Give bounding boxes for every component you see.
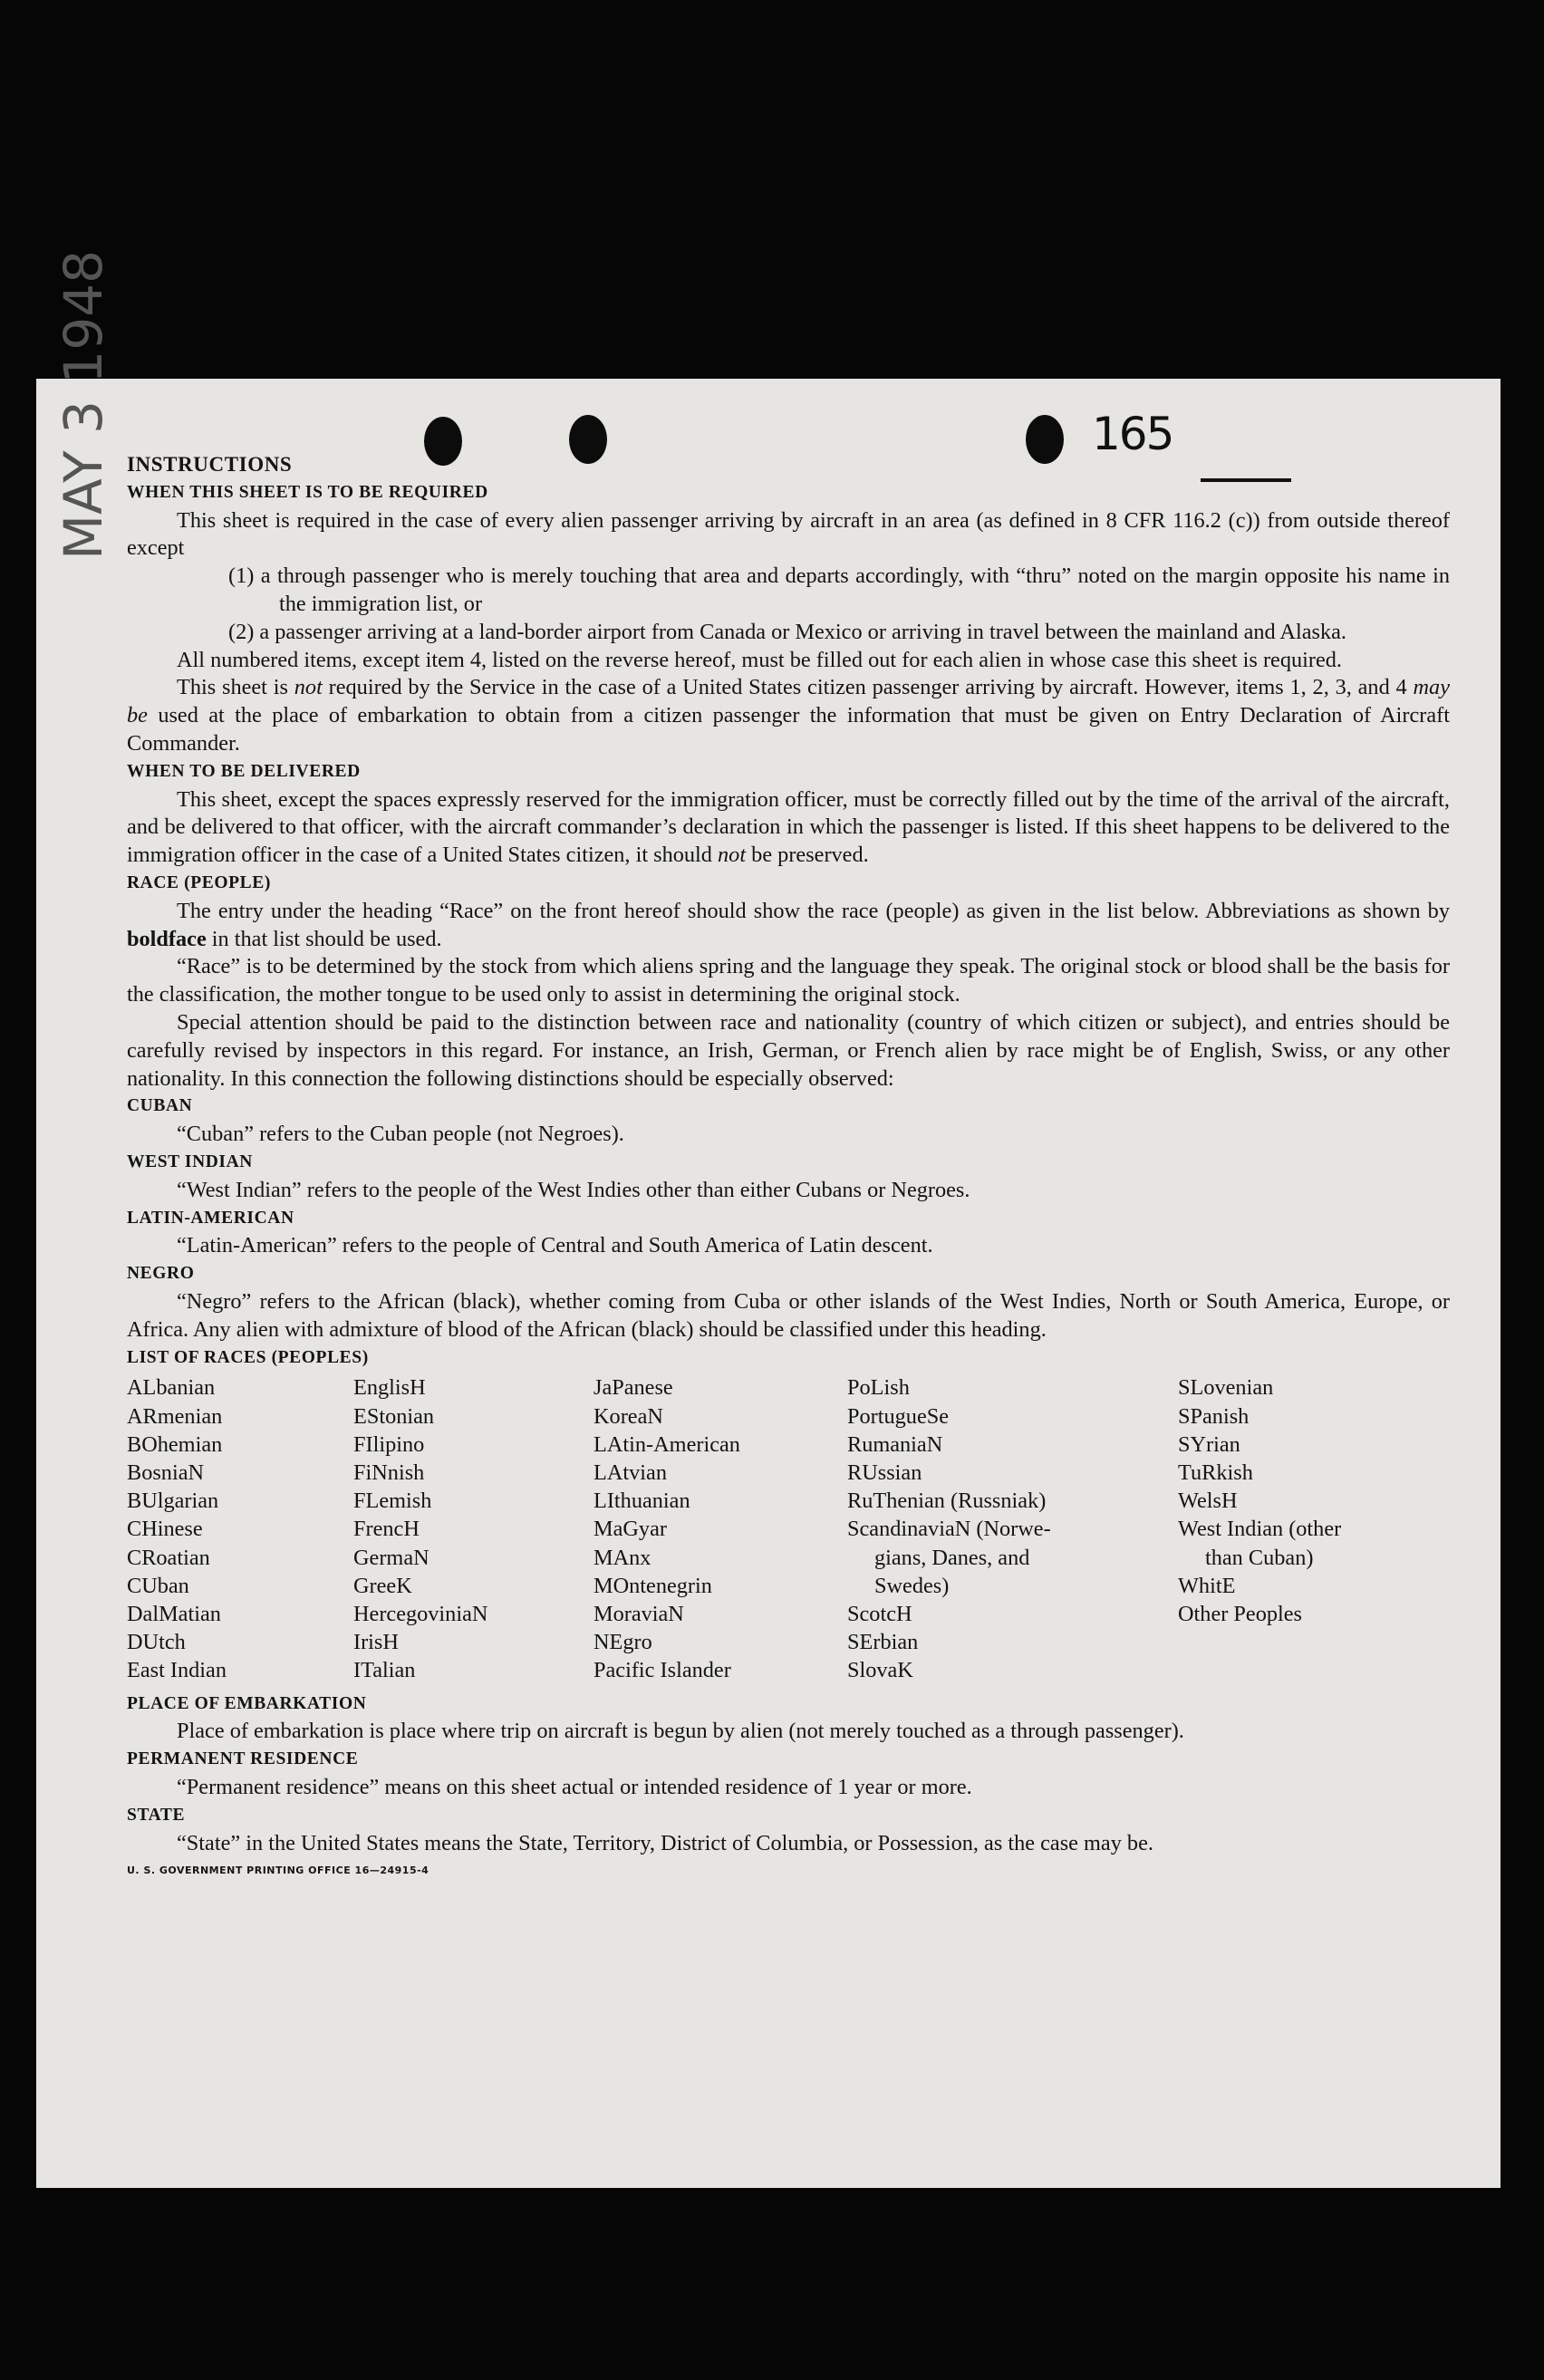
race-entry: CRoatian [127, 1545, 210, 1570]
race-entry: FLemish [353, 1489, 432, 1514]
section-heading: WHEN TO BE DELIVERED [127, 761, 361, 781]
race-entry: ScotcH [847, 1601, 912, 1626]
section-heading: STATE [127, 1805, 186, 1825]
race-entry: West Indian (other [1178, 1517, 1342, 1542]
race-entry: JaPanese [593, 1375, 673, 1401]
race-entry: SLovenian [1178, 1375, 1274, 1401]
paragraph: Special attention should be paid to the distinction between race and nationality (country of which citizen or subject), and entries should be carefully revised by inspectors in this regard. For instance, an Irish, German, or French alien by race might be of English, Swiss, or any other nationality. In this connection the following distinctions should be especially observed: [127, 1009, 1450, 1091]
race-entry: RUssian [847, 1460, 922, 1485]
race-entry: LAtin-American [593, 1431, 740, 1457]
race-entry: GreeK [353, 1573, 412, 1598]
paragraph: “Permanent residence” means on this sheet actual or intended residence of 1 year or more. [177, 1774, 972, 1799]
race-entry: RumaniaN [847, 1431, 943, 1457]
paragraph: The entry under the heading “Race” on the front hereof should show the race (people) as given in the list below. Abbreviations as shown by boldface in that list should be used. [127, 898, 1450, 951]
paragraph: This sheet, except the spaces expressly reserved for the immigration officer, must be correctly filled out by the time of the arrival of the aircraft, and be delivered to that officer, with the aircraft commander’s declaration in which the passenger is listed. If this sheet happens to be delivered to the immigration officer in the case of a United States citizen, it should not be preserved. [127, 786, 1450, 868]
race-entry: ARmenian [127, 1403, 223, 1429]
paragraph: “Negro” refers to the African (black), whether coming from Cuba or other islands of the West Indies, North or South America, Europe, or Africa. Any alien with admixture of blood of the African (black) should be classified under this heading. [127, 1288, 1450, 1342]
race-entry: KoreaN [593, 1403, 663, 1429]
race-entry: LAtvian [593, 1460, 667, 1485]
race-entry: IrisH [353, 1630, 399, 1655]
race-entry: SlovaK [847, 1658, 913, 1683]
paragraph: “Cuban” refers to the Cuban people (not Negroes). [177, 1122, 624, 1147]
race-entry: MAnx [593, 1545, 651, 1570]
race-entry: Pacific Islander [593, 1658, 731, 1683]
paragraph: “Latin-American” refers to the people of Central and South America of Latin descent. [177, 1233, 933, 1258]
race-entry: DalMatian [127, 1601, 221, 1626]
race-entry: Swedes) [874, 1573, 950, 1598]
race-entry: gians, Danes, and [874, 1545, 1030, 1570]
section-heading: PERMANENT RESIDENCE [127, 1749, 359, 1769]
race-entry: FIlipino [353, 1431, 425, 1457]
section-heading: LIST OF RACES (PEOPLES) [127, 1347, 369, 1367]
race-column [353, 1373, 593, 1684]
section-heading: LATIN-AMERICAN [127, 1208, 294, 1228]
race-entry: MaGyar [593, 1517, 667, 1542]
handwritten-number: 165 [1092, 408, 1173, 460]
race-entry: ITalian [353, 1658, 416, 1683]
side-stamp: MAY 3 1948 [53, 249, 114, 560]
section-heading: WEST INDIAN [127, 1151, 253, 1171]
paragraph: This sheet is required in the case of every alien passenger arriving by aircraft in an area (as defined in 8 CFR 116.2 (c)) from outside thereof except [127, 507, 1450, 561]
document-sheet [36, 249, 1501, 2188]
paragraph: This sheet is not required by the Service in the case of a United States citizen passenger arriving by aircraft. However, items 1, 2, 3, and 4 may be used at the place of embarkation to obtain from a citizen passenger the information that must be given on Entry Declaration of Aircraft Commander. [127, 675, 1450, 756]
race-entry: GermaN [353, 1545, 429, 1570]
section-heading: RACE (PEOPLE) [127, 872, 271, 892]
race-entry: FiNnish [353, 1460, 425, 1485]
race-entry: Other Peoples [1178, 1601, 1302, 1626]
paragraph: All numbered items, except item 4, listed on the reverse hereof, must be filled out for each alien in whose case this sheet is required. [177, 647, 1342, 672]
section-heading: CUBAN [127, 1096, 193, 1116]
paragraph: “State” in the United States means the State, Territory, District of Columbia, or Possession, as the case may be. [177, 1830, 1153, 1855]
race-entry: FrencH [353, 1517, 420, 1542]
race-column [593, 1373, 847, 1684]
race-entry: DUtch [127, 1630, 186, 1655]
section-heading: PLACE OF EMBARKATION [127, 1693, 367, 1713]
section-heading: WHEN THIS SHEET IS TO BE REQUIRED [127, 482, 488, 502]
race-entry: EStonian [353, 1403, 435, 1429]
race-entry: CUban [127, 1573, 189, 1598]
race-column [127, 1373, 353, 1684]
race-entry: than Cuban) [1205, 1545, 1314, 1570]
instructions-body [127, 451, 1450, 1885]
race-entry: WhitE [1178, 1573, 1236, 1598]
paragraph: “West Indian” refers to the people of the West Indies other than either Cubans or Negroes. [177, 1177, 970, 1202]
race-entry: MOntenegrin [593, 1573, 712, 1598]
race-column [1178, 1373, 1450, 1684]
race-entry: PoLish [847, 1375, 910, 1401]
race-entry: ALbanian [127, 1375, 216, 1401]
list-item: (2) a passenger arriving at a land-border airport from Canada or Mexico or arriving in travel between the mainland and Alaska. [228, 619, 1346, 644]
section-heading: NEGRO [127, 1264, 195, 1284]
race-entry: BosniaN [127, 1460, 205, 1485]
page-title: INSTRUCTIONS [127, 453, 293, 476]
race-entry: BOhemian [127, 1431, 223, 1457]
paragraph: “Race” is to be determined by the stock from which aliens spring and the language they speak. The original stock or blood shall be the basis for the classification, the mother tongue to be used only to assist in determining the original stock. [127, 954, 1450, 1007]
race-entry: CHinese [127, 1517, 203, 1542]
race-entry: TuRkish [1178, 1460, 1253, 1485]
list-item: (1) a through passenger who is merely touching that area and departs accordingly, with “thru” noted on the margin opposite his name in the immigration list, or [228, 564, 1450, 616]
race-column [847, 1373, 1178, 1684]
race-entry: BUlgarian [127, 1489, 219, 1514]
race-entry: ScandinaviaN (Norwe- [847, 1517, 1051, 1542]
printer-imprint: U. S. GOVERNMENT PRINTING OFFICE 16—24915-4 [127, 1864, 429, 1877]
race-entry: WelsH [1178, 1489, 1238, 1514]
race-entry: SErbian [847, 1630, 919, 1655]
race-entry: MoraviaN [593, 1601, 684, 1626]
race-entry: SPanish [1178, 1403, 1250, 1429]
race-entry: East Indian [127, 1658, 227, 1683]
paragraph: Place of embarkation is place where trip on aircraft is begun by alien (not merely touched as a through passenger). [177, 1719, 1184, 1744]
race-entry: EnglisH [353, 1375, 426, 1401]
race-entry: NEgro [593, 1630, 652, 1655]
race-entry: HercegoviniaN [353, 1601, 488, 1626]
race-entry: SYrian [1178, 1431, 1240, 1457]
race-list [127, 1373, 1450, 1684]
race-entry: LIthuanian [593, 1489, 690, 1514]
race-entry: RuThenian (Russniak) [847, 1489, 1047, 1514]
race-entry: PortugueSe [847, 1403, 950, 1429]
